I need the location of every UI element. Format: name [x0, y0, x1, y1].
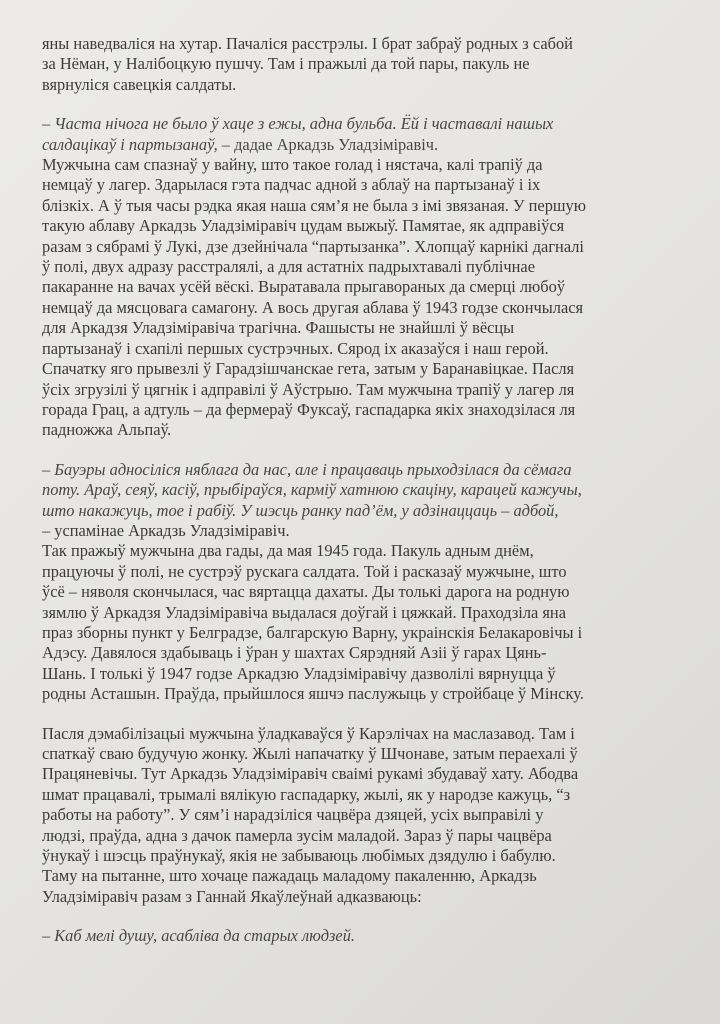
- text-line: горада Грац, а адтуль – да фермераў Фуксаў, гаспадарка якіх знаходзілася ля: [42, 399, 576, 419]
- text-line: яны наведваліся на хутар. Пачаліся расстрэлы. І брат забраў родных з сабой: [42, 34, 573, 53]
- text-line: Таму на пытанне, што хочаце пажадаць маладому пакаленню, Аркадзь: [42, 866, 537, 886]
- text-line: ў полі, двух адразу расстралялі, а для астатніх падрыхтавалі публічнае: [42, 257, 535, 277]
- document-page: [42, 34, 692, 947]
- text-line: поту. Араў, сеяў, касіў, прыбіраўся, карміў хатнюю скаціну, карацей кажучы,: [42, 480, 582, 500]
- text-line: такую аблаву Аркадзь Уладзіміравіч цудам выжыў. Памятае, як адправіўся: [42, 216, 565, 236]
- text-line: ўсіх згрузілі ў цягнік і адправілі ў Аўстрыю. Там мужчына трапіў у лагер ля: [42, 379, 575, 399]
- text-line: партызанаў і схапілі першых сустрэчных. Сярод іх аказаўся і наш герой.: [42, 338, 549, 358]
- text-line: салдацікаў і партызанаў, – дадае Аркадзь Уладзіміравіч.: [42, 134, 439, 154]
- text-line: – Каб мелі душу, асабліва да старых людзей.: [42, 926, 356, 946]
- text-line: за Нёман, у Налібоцкую пушчу. Там і пражылі да той пары, пакуль не: [42, 54, 530, 74]
- text-line: падножжа Альпаў.: [42, 420, 172, 440]
- text-line: што накажуць, тое і рабіў. У шэсць ранку пад’ём, у адзінаццаць – адбой,: [42, 500, 559, 520]
- text-paragraph: [42, 724, 692, 908]
- text-line: – Часта нічога не было ў хаце з ежы, адна бульба. Ёй і частавалі нашых: [42, 114, 554, 134]
- text-line: – Бауэры адносіліся няблага да нас, але і працаваць прыходзілася да сёмага: [42, 459, 572, 479]
- text-line: родны Асташын. Праўда, прыйшлося яшчэ паслужыць у стройбаце ў Мінску.: [42, 684, 584, 704]
- text-paragraph: [42, 155, 692, 441]
- quote-attribution: – дадае Аркадзь Уладзіміравіч.: [217, 134, 439, 154]
- text-line: Адэсу. Давялося здабываць і ўран у шахтах Сярэдняй Азіі ў гарах Цянь-: [42, 643, 547, 663]
- text-line: Шань. І толькі ў 1947 годзе Аркадзю Уладзіміравічу дазволілі вярнуцца ў: [42, 663, 556, 683]
- text-line: Працяневічы. Тут Аркадзь Уладзіміравіч сваімі рукамі збудаваў хату. Абодва: [42, 764, 579, 784]
- text-paragraph: [42, 34, 692, 95]
- paragraph-gap: [42, 441, 692, 460]
- text-line: разам з сябрамі ў Лукі, дзе дзейнічала “партызанка”. Хлопцаў карнікі дагналі: [42, 236, 584, 256]
- text-line: Спачатку яго прывезлі ў Гарадзішчанскае гета, затым у Баранавіцкае. Пасля: [42, 359, 575, 379]
- text-line: працуючы ў полі, не сустрэў рускага салдата. Той і расказаў мужчыне, што: [42, 561, 567, 581]
- text-line: Мужчына сам спазнаў у вайну, што такое голад і нястача, калі трапіў да: [42, 155, 543, 175]
- paragraph-gap: [42, 95, 692, 114]
- text-line: для Аркадзя Уладзіміравіча трагічна. Фашысты не знайшлі ў вёсцы: [42, 318, 515, 338]
- text-line: пакаранне на вачах усёй вёскі. Выратавала прыгавораных да смерці любоў: [42, 277, 566, 297]
- text-paragraph: [42, 521, 692, 705]
- text-line: людзі, праўда, адна з дачок памерла зусім маладой. Зараз ў пары чацвёра: [42, 825, 552, 845]
- text-line: Уладзіміравіч разам з Ганнай Якаўлеўнай адказваюць:: [42, 886, 422, 906]
- paragraph-gap: [42, 907, 692, 926]
- text-line: шмат працавалі, трымалі вялікую гаспадарку, жылі, як у народзе кажуць, “з: [42, 784, 571, 804]
- text-line: работы на работу”. У сям’і нарадзіліся чацвёра дзяцей, усіх выправілі у: [42, 805, 544, 825]
- quote-paragraph: [42, 926, 692, 946]
- text-line: ўсё – няволя скончылася, час вяртацца дахаты. Ды толькі дарога на родную: [42, 582, 570, 602]
- text-line: спаткаў сваю будучую жонку. Жылі напачатку ў Шчонаве, затым пераехалі ў: [42, 744, 578, 763]
- text-line: – успамінае Аркадзь Уладзіміравіч.: [42, 520, 290, 540]
- text-line: немцаў да мясцовага самагону. А вось другая аблава ў 1943 годзе скончылася: [42, 297, 584, 317]
- text-line: Так пражыў мужчына два гады, да мая 1945 года. Пакуль адным днём,: [42, 541, 534, 561]
- text-line: Пасля дэмабілізацыі мужчына ўладкаваўся ў Карэлічах на маслазавод. Там і: [42, 723, 575, 743]
- text-line: блізкіх. А ў тыя часы рэдка якая наша сям’я не была з імі звязаная. У першую: [42, 195, 586, 215]
- text-line: праз зборны пункт у Белградзе, балгарскую Варну, украінскія Белакаровічы і: [42, 622, 583, 642]
- text-line: немцаў у лагер. Здарылася гэта падчас адной з аблаў на партызанаў і іх: [42, 175, 541, 195]
- text-line: ўнукаў і шэсць праўнукаў, якія не забываюць любімых дзядулю і бабулю.: [42, 846, 556, 866]
- quote-paragraph: [42, 114, 692, 155]
- text-line: зямлю ў Аркадзя Уладзіміравіча выдалася доўгай і цяжкай. Праходзіла яна: [42, 602, 566, 622]
- quote-paragraph: [42, 460, 692, 521]
- text-line: вярнуліся савецкія салдаты.: [42, 74, 237, 94]
- paragraph-gap: [42, 705, 692, 724]
